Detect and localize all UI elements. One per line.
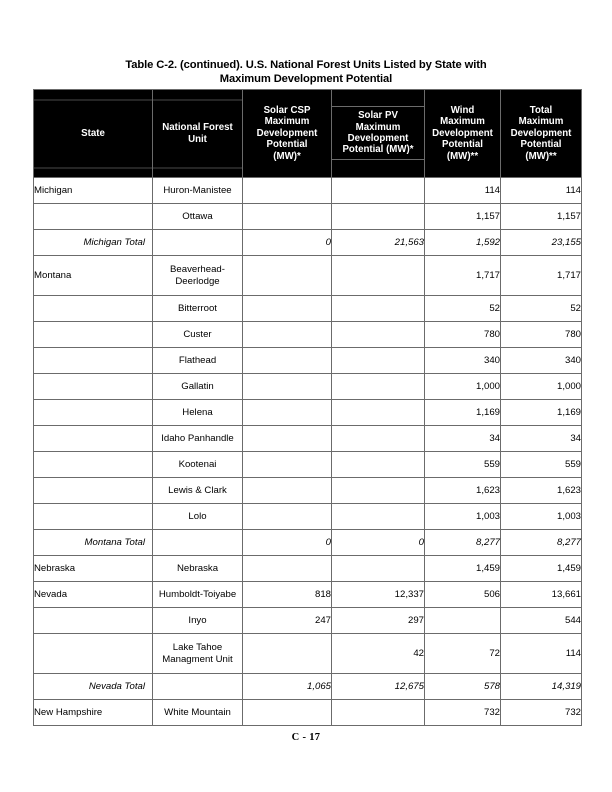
cell-wind (425, 608, 501, 634)
table-title-line-2: Maximum Development Potential (219, 73, 393, 85)
cell-solar-csp (243, 400, 332, 426)
cell-solar-pv (332, 556, 425, 582)
column-header-solar-pv (332, 90, 425, 178)
cell-total: 23,155 (501, 230, 582, 256)
cell-national-forest-unit: Kootenai (153, 452, 243, 478)
cell-wind: 780 (425, 322, 501, 348)
cell-solar-pv: 12,675 (332, 674, 425, 700)
cell-solar-csp (243, 256, 332, 296)
column-header-solar-csp (243, 90, 332, 178)
cell-solar-csp: 0 (243, 530, 332, 556)
cell-state (34, 204, 153, 230)
cell-wind: 1,003 (425, 504, 501, 530)
table-row (34, 204, 582, 230)
cell-total: 1,000 (501, 374, 582, 400)
cell-national-forest-unit: Gallatin (153, 374, 243, 400)
table-row (34, 582, 582, 608)
cell-solar-pv (332, 400, 425, 426)
cell-national-forest-unit: Nebraska (153, 556, 243, 582)
column-header-total-line-4: Potential (520, 139, 562, 151)
column-header-total-line-2: Maximum (518, 116, 564, 128)
cell-solar-pv (332, 256, 425, 296)
table-row (34, 322, 582, 348)
column-header-csp-line-2: Maximum (264, 116, 310, 128)
cell-national-forest-unit (153, 674, 243, 700)
cell-total: 114 (501, 178, 582, 204)
cell-national-forest-unit: Lake Tahoe Managment Unit (153, 634, 243, 674)
cell-state: Nevada (34, 582, 153, 608)
table-row (34, 478, 582, 504)
column-header-state-label: State (81, 127, 105, 139)
cell-solar-csp: 1,065 (243, 674, 332, 700)
table-row (34, 452, 582, 478)
column-header-unit-line-1: National Forest (162, 122, 233, 134)
cell-wind: 1,623 (425, 478, 501, 504)
table-row (34, 426, 582, 452)
cell-solar-csp (243, 700, 332, 726)
column-header-wind-line-1: Wind (450, 104, 475, 116)
cell-national-forest-unit: Custer (153, 322, 243, 348)
cell-solar-pv (332, 178, 425, 204)
cell-wind: 1,459 (425, 556, 501, 582)
cell-wind: 8,277 (425, 530, 501, 556)
table-row (34, 400, 582, 426)
cell-solar-csp (243, 634, 332, 674)
column-header-csp-line-5: (MW)* (273, 150, 301, 162)
table-row (34, 634, 582, 674)
cell-wind: 1,169 (425, 400, 501, 426)
column-header-pv-line-2: Maximum (355, 121, 401, 133)
cell-total: 1,169 (501, 400, 582, 426)
page-footer (0, 732, 612, 743)
table-row (34, 556, 582, 582)
table-title (54, 58, 558, 86)
column-header-csp-line-1: Solar CSP (263, 104, 311, 116)
cell-total: 1,717 (501, 256, 582, 296)
cell-solar-pv: 21,563 (332, 230, 425, 256)
table-row (34, 700, 582, 726)
cell-national-forest-unit: Ottawa (153, 204, 243, 230)
table-row (34, 296, 582, 322)
cell-solar-pv (332, 374, 425, 400)
cell-total: 1,623 (501, 478, 582, 504)
column-header-total (501, 90, 582, 178)
table-row (34, 348, 582, 374)
cell-state (34, 504, 153, 530)
table-row (34, 504, 582, 530)
cell-national-forest-unit: Beaverhead- Deerlodge (153, 256, 243, 296)
cell-wind: 1,717 (425, 256, 501, 296)
cell-total: 544 (501, 608, 582, 634)
cell-solar-csp: 0 (243, 230, 332, 256)
column-header-csp-line-3: Development (256, 127, 318, 139)
cell-state (34, 374, 153, 400)
column-header-total-line-5: (MW)** (525, 150, 557, 162)
forest-units-table (33, 89, 582, 726)
cell-state (34, 348, 153, 374)
cell-state: Montana Total (34, 530, 153, 556)
page-number: C - 17 (291, 732, 321, 743)
table-row (34, 608, 582, 634)
cell-solar-pv: 297 (332, 608, 425, 634)
column-header-pv-line-1: Solar PV (358, 110, 398, 122)
cell-national-forest-unit: Helena (153, 400, 243, 426)
cell-total: 34 (501, 426, 582, 452)
cell-solar-csp (243, 426, 332, 452)
cell-wind: 1,592 (425, 230, 501, 256)
cell-wind: 34 (425, 426, 501, 452)
column-header-unit-line-2: Unit (188, 133, 207, 145)
cell-solar-csp (243, 452, 332, 478)
cell-state (34, 400, 153, 426)
cell-national-forest-unit: Lolo (153, 504, 243, 530)
cell-national-forest-unit: White Mountain (153, 700, 243, 726)
column-header-total-line-3: Development (510, 127, 572, 139)
cell-state (34, 296, 153, 322)
column-header-wind-line-5: (MW)** (446, 150, 479, 162)
cell-national-forest-unit: Huron-Manistee (153, 178, 243, 204)
cell-solar-csp (243, 296, 332, 322)
table-container (33, 89, 581, 726)
cell-state (34, 452, 153, 478)
cell-wind: 559 (425, 452, 501, 478)
cell-state: New Hampshire (34, 700, 153, 726)
column-header-csp-line-4: Potential (266, 139, 308, 151)
cell-solar-pv (332, 296, 425, 322)
column-header-wind-line-2: Maximum (440, 116, 485, 128)
column-header-pv-line-3: Development (347, 133, 409, 144)
cell-solar-csp: 818 (243, 582, 332, 608)
cell-wind: 72 (425, 634, 501, 674)
cell-total: 340 (501, 348, 582, 374)
table-title-line-1: Table C-2. (continued). U.S. National Forest Units Listed by State with (125, 59, 487, 71)
cell-total: 780 (501, 322, 582, 348)
cell-solar-pv (332, 478, 425, 504)
cell-solar-pv: 42 (332, 634, 425, 674)
table-row (34, 374, 582, 400)
table-row (34, 256, 582, 296)
cell-national-forest-unit: Idaho Panhandle (153, 426, 243, 452)
table-row (34, 674, 582, 700)
cell-state (34, 322, 153, 348)
cell-national-forest-unit: Inyo (153, 608, 243, 634)
cell-wind: 52 (425, 296, 501, 322)
column-header-wind-line-4: Potential (442, 139, 483, 151)
cell-solar-pv (332, 204, 425, 230)
cell-wind: 506 (425, 582, 501, 608)
cell-state (34, 608, 153, 634)
cell-solar-csp (243, 178, 332, 204)
cell-total: 114 (501, 634, 582, 674)
column-header-state (34, 90, 153, 178)
column-header-wind-line-3: Development (432, 127, 493, 139)
cell-state: Michigan (34, 178, 153, 204)
cell-wind: 1,157 (425, 204, 501, 230)
cell-total: 732 (501, 700, 582, 726)
cell-solar-pv (332, 504, 425, 530)
cell-state: Montana (34, 256, 153, 296)
cell-wind: 732 (425, 700, 501, 726)
table-row (34, 530, 582, 556)
cell-solar-csp (243, 204, 332, 230)
table-header-row (34, 90, 582, 178)
cell-national-forest-unit: Humboldt-Toiyabe (153, 582, 243, 608)
cell-state (34, 478, 153, 504)
cell-state (34, 426, 153, 452)
cell-solar-csp (243, 322, 332, 348)
cell-state: Nevada Total (34, 674, 153, 700)
cell-wind: 340 (425, 348, 501, 374)
cell-solar-pv (332, 452, 425, 478)
cell-solar-csp (243, 504, 332, 530)
cell-state: Michigan Total (34, 230, 153, 256)
column-header-total-line-1: Total (529, 104, 553, 116)
cell-total: 1,003 (501, 504, 582, 530)
cell-national-forest-unit (153, 530, 243, 556)
cell-total: 559 (501, 452, 582, 478)
cell-solar-pv (332, 426, 425, 452)
table-row (34, 230, 582, 256)
cell-solar-pv: 12,337 (332, 582, 425, 608)
column-header-pv-inner (332, 106, 424, 160)
cell-national-forest-unit: Bitterroot (153, 296, 243, 322)
cell-wind: 114 (425, 178, 501, 204)
cell-wind: 1,000 (425, 374, 501, 400)
column-header-national-forest-unit (153, 90, 243, 178)
cell-total: 1,459 (501, 556, 582, 582)
cell-solar-csp (243, 374, 332, 400)
cell-state: Nebraska (34, 556, 153, 582)
cell-solar-csp (243, 348, 332, 374)
cell-solar-csp (243, 478, 332, 504)
cell-solar-pv (332, 700, 425, 726)
cell-national-forest-unit (153, 230, 243, 256)
cell-solar-csp (243, 556, 332, 582)
cell-total: 1,157 (501, 204, 582, 230)
cell-national-forest-unit: Flathead (153, 348, 243, 374)
cell-state (34, 634, 153, 674)
cell-total: 8,277 (501, 530, 582, 556)
cell-total: 13,661 (501, 582, 582, 608)
cell-national-forest-unit: Lewis & Clark (153, 478, 243, 504)
cell-total: 14,319 (501, 674, 582, 700)
table-header (34, 90, 582, 178)
table-body (34, 178, 582, 726)
column-header-pv-line-4: Potential (MW)* (342, 144, 414, 156)
cell-solar-pv (332, 322, 425, 348)
table-row (34, 178, 582, 204)
cell-solar-pv: 0 (332, 530, 425, 556)
cell-solar-csp: 247 (243, 608, 332, 634)
column-header-wind (425, 90, 501, 178)
cell-wind: 578 (425, 674, 501, 700)
cell-total: 52 (501, 296, 582, 322)
cell-solar-pv (332, 348, 425, 374)
